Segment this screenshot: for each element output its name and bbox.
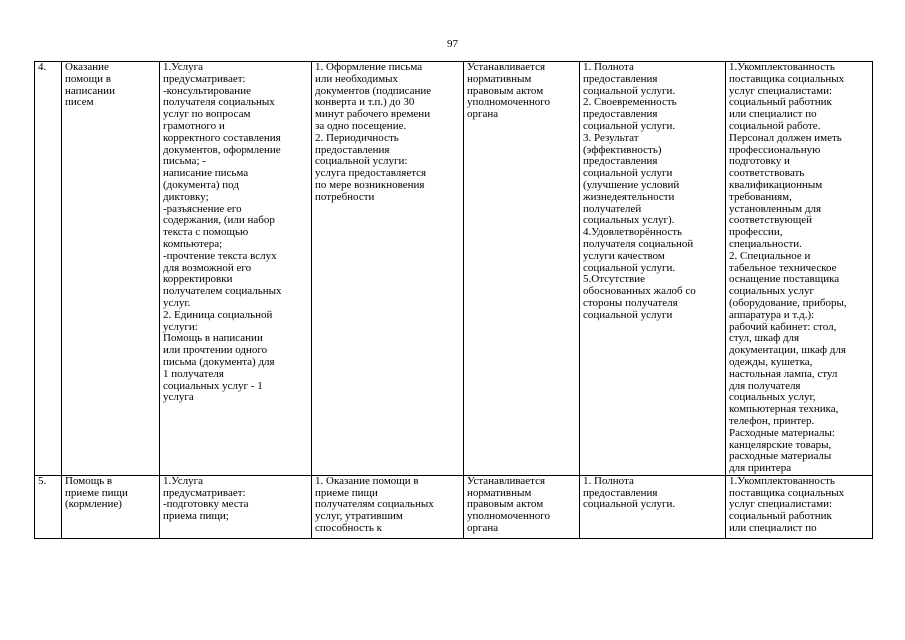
quality-indicators: 1. Полнота предоставления социальной услуги. bbox=[580, 475, 726, 538]
service-name: Помощь в приеме пищи (кормление) bbox=[62, 475, 160, 538]
row-number: 4. bbox=[35, 62, 62, 476]
service-content: 1.Услуга предусматривает: -подготовку места приема пищи; bbox=[160, 475, 312, 538]
service-content: 1.Услуга предусматривает: -консультирование получателя социальных услуг по вопросам грамотного и корректного составления документов, оформление письма; - написание письма (документа) под диктовку; -разъяснение его содержания, (или набор текста с помощью компьютера; -прочтение текста вслух для возможной его корректировки получателем социальных услуг. 2. Единица социальной услуги: Помощь в написании или прочтении одного письма (документа) для 1 получателя социальных услуг - 1 услуга bbox=[160, 62, 312, 476]
service-tariff: Устанавливается нормативным правовым актом уполномоченного органа bbox=[464, 62, 580, 476]
quality-indicators: 1. Полнота предоставления социальной услуги. 2. Своевременность предоставления социальной услуги. 3. Результат (эффективность) предоставления социальной услуги (улучшение условий жизнедеятельности получателей социальных услуг). 4.Удовлетворённость получателя социальной услуги качеством социальной услуги. 5.Отсутствие обоснованных жалоб со стороны получателя социальной услуги bbox=[580, 62, 726, 476]
page-number: 97 bbox=[447, 38, 458, 50]
service-terms: 1. Оказание помощи в приеме пищи получателям социальных услуг, утратившим способность к bbox=[312, 475, 464, 538]
table-row bbox=[35, 475, 873, 538]
table-row bbox=[35, 62, 873, 476]
provision-conditions: 1.Укомплектованность поставщика социальных услуг специалистами: социальный работник или специалист по bbox=[726, 475, 873, 538]
provision-conditions: 1.Укомплектованность поставщика социальных услуг специалистами: социальный работник или специалист по социальной работе. Персонал должен иметь профессиональную подготовку и соответствовать квалификационным требованиям, установленным для соответствующей профессии, специальности. 2. Специальное и табельное техническое оснащение поставщика социальных услуг (оборудование, приборы, аппаратура и т.д.): рабочий кабинет: стол, стул, шкаф для документации, шкаф для одежды, кушетка, настольная лампа, стул для получателя социальных услуг, компьютерная техника, телефон, принтер. Расходные материалы: канцелярские товары, расходные материалы для принтера bbox=[726, 62, 873, 476]
services-table bbox=[34, 61, 873, 539]
service-terms: 1. Оформление письма или необходимых документов (подписание конверта и т.п.) до 30 минут рабочего времени за одно посещение. 2. Периодичность предоставления социальной услуги: услуга предоставляется по мере возникновения потребности bbox=[312, 62, 464, 476]
row-number: 5. bbox=[35, 475, 62, 538]
service-tariff: Устанавливается нормативным правовым актом уполномоченного органа bbox=[464, 475, 580, 538]
service-name: Оказание помощи в написании писем bbox=[62, 62, 160, 476]
